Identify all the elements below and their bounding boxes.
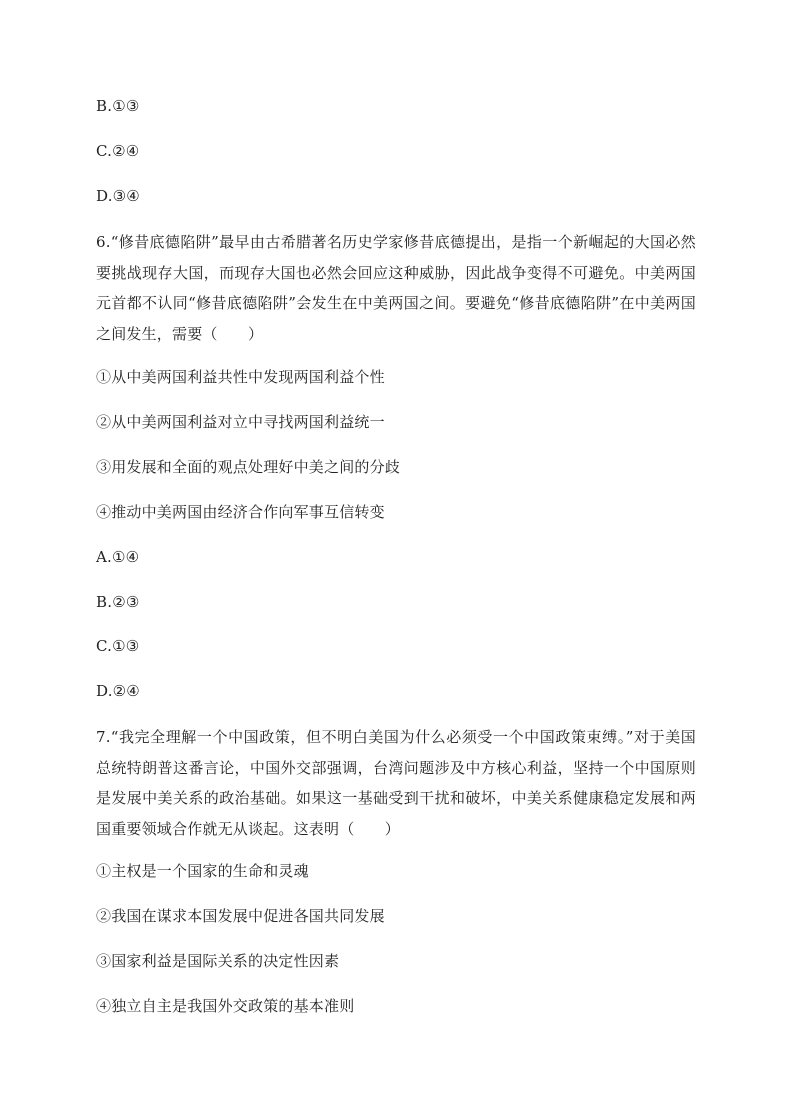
- q7-item-2: ②我国在谋求本国发展中促进各国共同发展: [96, 907, 385, 925]
- q6-item-4: ④推动中美两国由经济合作向军事互信转变: [96, 503, 385, 521]
- q6-option-d: D.②④: [96, 682, 140, 700]
- q5-option-d: D.③④: [96, 187, 140, 205]
- q7-stem: 7.“我完全理解一个中国政策，但不明白美国为什么必须受一个中国政策束缚。”对于美国总统特朗普这番言论，中国外交部强调，台湾问题涉及中方核心利益，坚持一个中国原则是发展中美关系的政治基础。如果这一基础受到干扰和破坏，中美关系健康稳定发展和两国重要领域合作就无从谈起。这表明（ ）: [96, 728, 696, 838]
- q6-option-c: C.①③: [96, 637, 140, 655]
- q6-item-3: ③用发展和全面的观点处理好中美之间的分歧: [96, 458, 401, 476]
- q5-option-b: B.①③: [96, 97, 140, 115]
- q6-option-a: A.①④: [96, 548, 140, 566]
- q6-item-1: ①从中美两国利益共性中发现两国利益个性: [96, 368, 385, 386]
- q7-item-4: ④独立自主是我国外交政策的基本准则: [96, 997, 355, 1015]
- q7-item-3: ③国家利益是国际关系的决定性因素: [96, 952, 340, 970]
- q6-stem: 6.“修昔底德陷阱”最早由古希腊著名历史学家修昔底德提出，是指一个新崛起的大国必然要挑战现存大国，而现存大国也必然会回应这种威胁，因此战争变得不可避免。中美两国元首都不认同“修昔底德陷阱”会发生在中美两国之间。要避免“修昔底德陷阱”在中美两国之间发生，需要（ ）: [96, 233, 696, 343]
- q5-option-c: C.②④: [96, 142, 140, 160]
- q7-item-1: ①主权是一个国家的生命和灵魂: [96, 862, 309, 880]
- q6-item-2: ②从中美两国利益对立中寻找两国利益统一: [96, 413, 385, 431]
- q6-option-b: B.②③: [96, 593, 140, 611]
